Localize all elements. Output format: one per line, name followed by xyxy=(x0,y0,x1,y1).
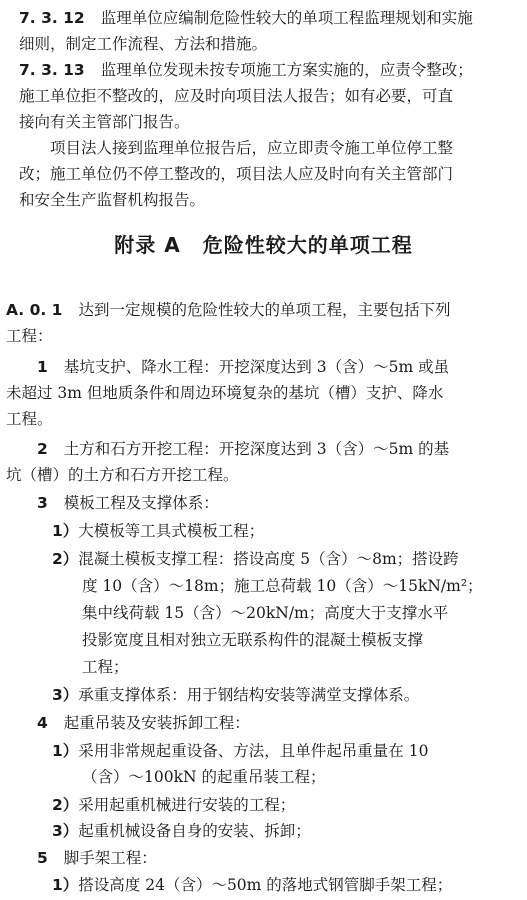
clause-number: 7. 3. 12 xyxy=(19,9,85,27)
clause-7-3-12-line-2: 细则，制定工作流程、方法和措施。 xyxy=(19,35,268,53)
paragraph-line-3: 和安全生产监督机构报告。 xyxy=(19,191,206,209)
item-4-sub-3: 3）起重机械设备自身的安装、拆卸； xyxy=(52,822,311,840)
item-3-sub-1: 1）大模板等工具式模板工程； xyxy=(52,522,265,540)
item-3-sub-2-line-2: 度 10（含）～18m；施工总荷载 10（含）～15kN/m²； xyxy=(82,577,483,595)
item-2-line-1: 2 土方和石方开挖工程：开挖深度达到 3（含）～5m 的基 xyxy=(37,440,450,458)
item-3-sub-2-line-4: 投影宽度且相对独立无联系构件的混凝土模板支撑 xyxy=(82,631,424,649)
item-1-line-1: 1 基坑支护、降水工程：开挖深度达到 3（含）～5m 或虽 xyxy=(37,358,450,376)
item-3-sub-2-line-1: 2）混凝土模板支撑工程：搭设高度 5（含）～8m；搭设跨 xyxy=(52,550,459,568)
paragraph-line-1: 项目法人接到监理单位报告后，应立即责令施工单位停工整 xyxy=(50,139,454,157)
clause-a-0-1-line-1: A. 0. 1 达到一定规模的危险性较大的单项工程，主要包括下列 xyxy=(6,301,451,319)
item-3-sub-2-line-5: 工程； xyxy=(82,658,129,676)
appendix-title: 附录 A 危险性较大的单项工程 xyxy=(114,233,413,257)
item-5-sub-1: 1）搭设高度 24（含）～50m 的落地式钢管脚手架工程； xyxy=(52,876,453,894)
item-3-sub-2-line-3: 集中线荷载 15（含）～20kN/m；高度大于支撑水平 xyxy=(82,604,449,622)
item-2-line-2: 坑（槽）的土方和石方开挖工程。 xyxy=(6,466,239,484)
item-5-heading: 5 脚手架工程： xyxy=(37,849,157,867)
clause-7-3-13-line-1: 7. 3. 13 监理单位发现未按专项施工方案实施的，应责令整改； xyxy=(19,61,473,79)
item-3-heading: 3 模板工程及支撑体系： xyxy=(37,494,219,512)
clause-number: A. 0. 1 xyxy=(6,301,63,319)
clause-7-3-13-line-2: 施工单位拒不整改的，应及时向项目法人报告；如有必要，可直 xyxy=(19,87,454,105)
clause-7-3-12-line-1: 7. 3. 12 监理单位应编制危险性较大的单项工程监理规划和实施 xyxy=(19,9,473,27)
item-1-line-2: 未超过 3m 但地质条件和周边环境复杂的基坑（槽）支护、降水 xyxy=(6,384,444,402)
clause-7-3-13-line-3: 接向有关主管部门报告。 xyxy=(19,113,190,131)
item-4-sub-1-line-2: （含）～100kN 的起重吊装工程； xyxy=(82,768,326,786)
item-4-sub-1-line-1: 1）采用非常规起重设备、方法，且单件起吊重量在 10 xyxy=(52,742,429,760)
clause-a-0-1-line-2: 工程： xyxy=(6,327,53,345)
clause-number: 7. 3. 13 xyxy=(19,61,85,79)
item-3-sub-3: 3）承重支撑体系：用于钢结构安装等满堂支撑体系。 xyxy=(52,686,420,704)
item-1-line-3: 工程。 xyxy=(6,410,53,428)
item-4-sub-2: 2）采用起重机械进行安装的工程； xyxy=(52,796,296,814)
item-4-heading: 4 起重吊装及安装拆卸工程： xyxy=(37,714,250,732)
paragraph-line-2: 改；施工单位仍不停工整改的，项目法人应及时向有关主管部门 xyxy=(19,165,454,183)
